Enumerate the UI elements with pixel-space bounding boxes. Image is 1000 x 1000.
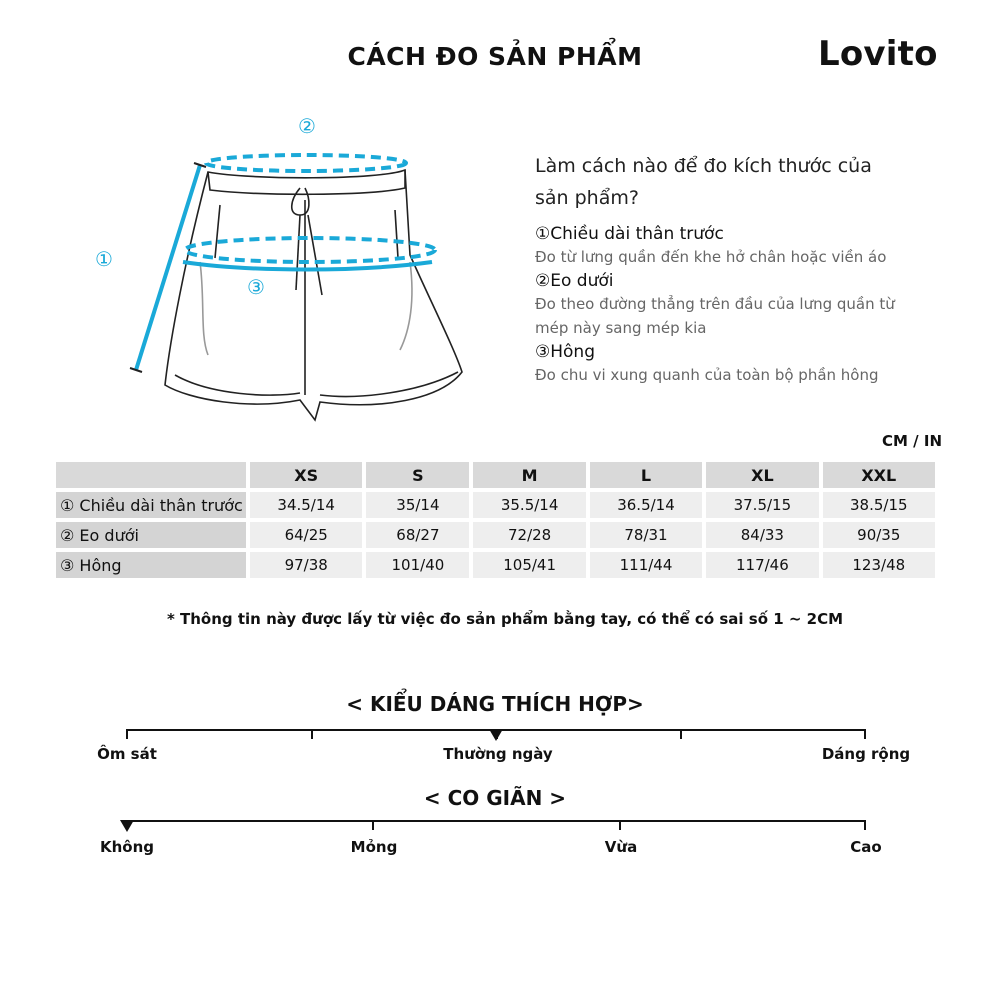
stretch-tick [372,820,374,830]
table-cell: 78/31 [590,522,702,548]
size-header: L [590,462,702,488]
label-1: ① [95,247,113,271]
size-header: XS [250,462,362,488]
stretch-label: Không [99,838,155,856]
stretch-scale-line [126,820,866,822]
fit-tick [864,729,866,739]
how-to-measure-question: Làm cách nào để đo kích thước của sản phẩm? [535,155,872,209]
shorts-outline [165,170,462,420]
table-row [56,522,935,548]
table-cell: 34.5/14 [250,492,362,518]
stretch-label: Mỏng [350,838,398,856]
fit-scale-title: < KIỂU DÁNG THÍCH HỢP> [346,692,644,716]
page-title: CÁCH ĐO SẢN PHẨM [347,42,643,71]
table-cell: 123/48 [823,552,935,578]
measure-title-waist: ②Eo dưới [535,271,614,291]
table-cell: 84/33 [706,522,818,548]
brand-logo: Lovito [818,34,938,74]
measure-title-hip: ③Hông [535,342,595,362]
table-cell: 68/27 [366,522,469,548]
unit-label: CM / IN [882,432,942,450]
fit-tick [311,729,313,739]
size-header: M [473,462,585,488]
fit-label: Dáng rộng [821,745,911,763]
table-cell: 97/38 [250,552,362,578]
table-cell: 36.5/14 [590,492,702,518]
size-header-row [56,462,935,488]
fit-tick [126,729,128,739]
stretch-label: Cao [850,838,882,856]
table-cell: 72/28 [473,522,585,548]
row-label: ① Chiều dài thân trước [56,492,246,518]
stretch-selected-marker [120,820,134,832]
stretch-tick [619,820,621,830]
table-cell: 90/35 [823,522,935,548]
stretch-scale-title: < CO GIÃN > [423,786,567,810]
fit-tick [680,729,682,739]
stretch-label: Vừa [604,838,638,856]
table-cell: 105/41 [473,552,585,578]
measurement-note: * Thông tin này được lấy từ việc đo sản phẩm bằng tay, có thể có sai số 1 ~ 2CM [166,610,844,628]
table-cell: 64/25 [250,522,362,548]
table-row [56,492,935,518]
label-2: ② [298,114,316,138]
measure-title-length: ①Chiều dài thân trước [535,224,724,244]
size-header: S [366,462,469,488]
size-table [52,458,939,582]
fit-selected-marker [489,729,503,741]
table-cell: 35/14 [366,492,469,518]
front-length-measure [136,165,200,370]
table-cell: 111/44 [590,552,702,578]
fit-label: Ôm sát [97,745,157,763]
table-cell: 38.5/15 [823,492,935,518]
measure-desc-waist: Đo theo đường thẳng trên đầu của lưng quần từ mép này sang mép kia [535,295,895,337]
table-cell: 117/46 [706,552,818,578]
row-label: ③ Hông [56,552,246,578]
fit-label: Thường ngày [443,745,553,763]
measure-desc-length: Đo từ lưng quần đến khe hở chân hoặc viền áo [535,248,887,266]
table-row [56,552,935,578]
size-header: XXL [823,462,935,488]
measure-desc-hip: Đo chu vi xung quanh của toàn bộ phần hông [535,366,879,384]
row-label: ② Eo dưới [56,522,246,548]
stretch-tick [864,820,866,830]
table-cell: 101/40 [366,552,469,578]
table-cell: 35.5/14 [473,492,585,518]
table-cell: 37.5/15 [706,492,818,518]
shorts-diagram [60,100,480,440]
size-header: XL [706,462,818,488]
corner-cell [56,462,246,488]
waist-measure [206,155,406,171]
label-3: ③ [247,275,265,299]
